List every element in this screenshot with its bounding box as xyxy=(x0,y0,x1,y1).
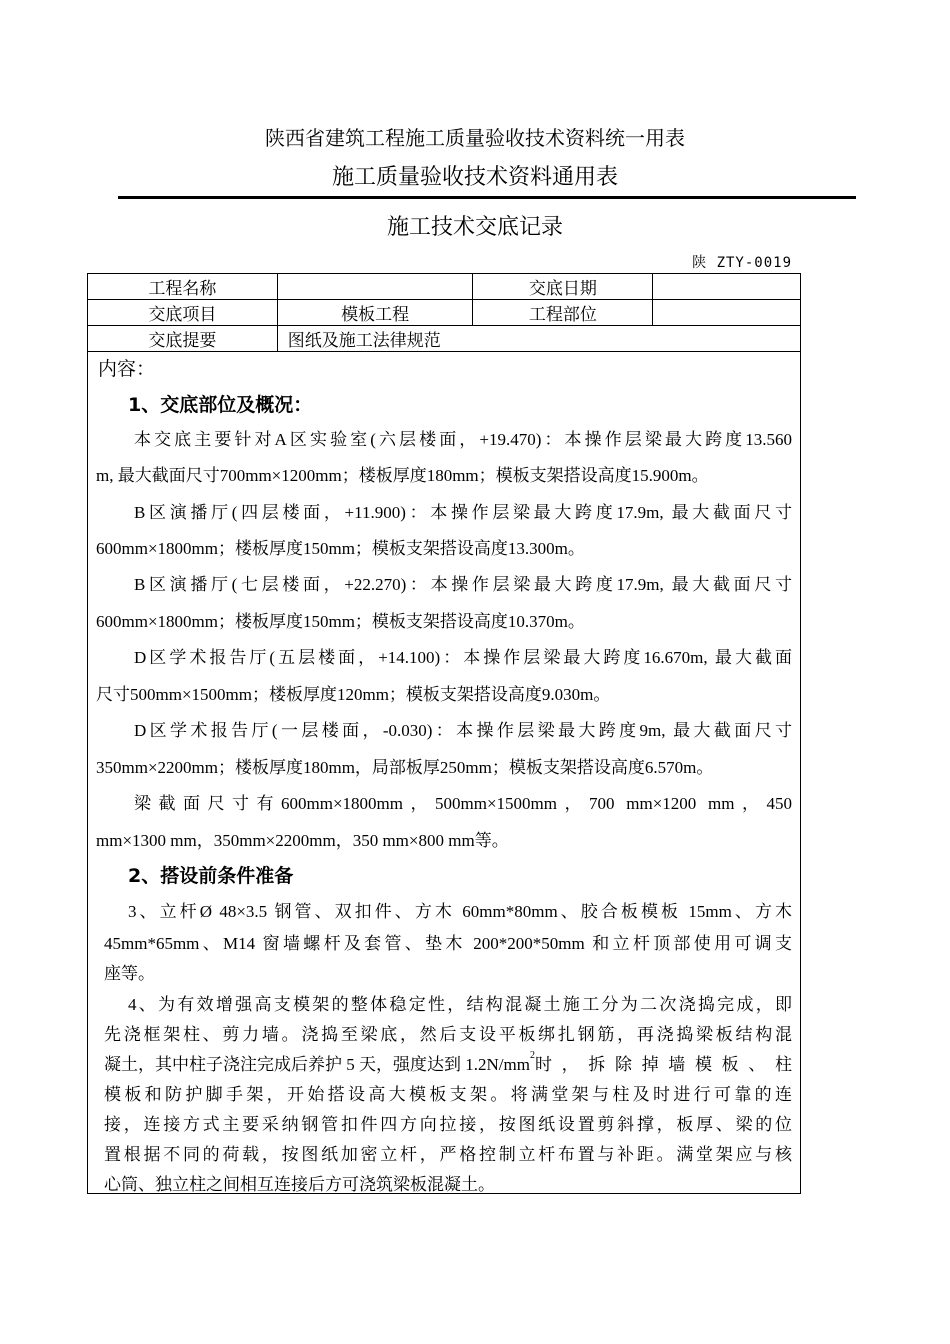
date-value[interactable] xyxy=(653,274,801,300)
item3-line: 座等。 xyxy=(104,964,155,983)
item4-line xyxy=(104,1050,792,1075)
section1-line: 梁截面尺寸有600mm×1800mm，500mm×1500mm，700 mm×1200 mm，450 xyxy=(134,794,792,813)
item-label: 交底项目 xyxy=(88,300,278,326)
item4-line-part: 时，拆除掉墙模板、柱 xyxy=(534,1055,792,1074)
header-line2: 施工质量验收技术资料通用表 xyxy=(331,165,618,190)
header-line1: 陕西省建筑工程施工质量验收技术资料统一用表 xyxy=(265,126,685,150)
item3-line: 45mm*65mm、M14 窗墙螺杆及套管、垫木 200*200*50mm 和立杆顶部使用可调支 xyxy=(104,934,792,953)
info-table xyxy=(87,273,801,352)
item4-line: 模板和防护脚手架，开始搭设高大模板支架。将满堂架与柱及时进行可靠的连 xyxy=(104,1085,792,1104)
item4-line: 接，连接方式主要采纳钢管扣件四方向拉接，按图纸设置剪斜撑，板厚、梁的位 xyxy=(104,1115,792,1134)
project-name-label: 工程名称 xyxy=(88,274,278,300)
section2-title: 2、搭设前条件准备 xyxy=(128,865,294,887)
header-rule xyxy=(118,196,856,199)
item3-line: 3、立杆Ø 48×3.5 钢管、双扣件、方木 60mm*80mm、胶合板模板 15mm、方木 xyxy=(128,902,792,921)
table-row xyxy=(88,274,801,300)
summary-label: 交底提要 xyxy=(88,326,278,352)
section1-title: 1、交底部位及概况： xyxy=(128,394,313,416)
item4-line: 先浇框架柱、剪力墙。浇捣至梁底，然后支设平板绑扎钢筋，再浇捣梁板结构混 xyxy=(104,1025,792,1044)
section1-line: D区学术报告厅(五层楼面，+14.100)：本操作层梁最大跨度16.670m, 最大截面 xyxy=(134,648,792,667)
location-label: 工程部位 xyxy=(473,300,653,326)
item4-line: 心筒、独立柱之间相互连接后方可浇筑梁板混凝土。 xyxy=(104,1175,495,1194)
section1-line: B区演播厅(七层楼面，+22.270)：本操作层梁最大跨度17.9m, 最大截面尺寸 xyxy=(134,575,792,594)
section1-line: 600mm×1800mm；楼板厚度150mm；模板支架搭设高度10.370m。 xyxy=(96,612,585,631)
project-name-value[interactable] xyxy=(277,274,473,300)
content-box xyxy=(87,351,801,1194)
form-code: 陕 ZTY-0019 xyxy=(692,255,792,271)
section1-line: D区学术报告厅(一层楼面，-0.030)：本操作层梁最大跨度9m, 最大截面尺寸 xyxy=(134,721,792,740)
item-value[interactable]: 模板工程 xyxy=(277,300,473,326)
item4-line: 置根据不同的荷载，按图纸加密立杆，严格控制立杆布置与补距。满堂架应与核 xyxy=(104,1145,792,1164)
item4-line: 4、为有效增强高支模架的整体稳定性，结构混凝土施工分为二次浇捣完成，即 xyxy=(128,995,792,1014)
summary-value[interactable]: 图纸及施工法律规范 xyxy=(277,326,800,352)
table-row xyxy=(88,300,801,326)
section1-line: 350mm×2200mm；楼板厚度180mm，局部板厚250mm；模板支架搭设高度6.570m。 xyxy=(96,758,714,777)
content-label: 内容： xyxy=(98,359,156,380)
page-title: 施工技术交底记录 xyxy=(386,215,563,240)
location-value[interactable] xyxy=(653,300,801,326)
section1-line: 尺寸500mm×1500mm；楼板厚度120mm；模板支架搭设高度9.030m。 xyxy=(96,685,611,704)
superscript: 2 xyxy=(529,1050,535,1061)
section1-line: m, 最大截面尺寸700mm×1200mm；楼板厚度180mm；模板支架搭设高度15.900m。 xyxy=(96,466,709,485)
section1-line: mm×1300 mm，350mm×2200mm，350 mm×800 mm等。 xyxy=(96,831,509,850)
date-label: 交底日期 xyxy=(473,274,653,300)
section1-line: B区演播厅(四层楼面，+11.900)：本操作层梁最大跨度17.9m, 最大截面尺寸 xyxy=(134,503,792,522)
section1-line: 600mm×1800mm；楼板厚度150mm；模板支架搭设高度13.300m。 xyxy=(96,539,585,558)
item4-line-part: 凝土，其中柱子浇注完成后养护 5 天，强度达到 1.2N/mm xyxy=(104,1055,530,1074)
section1-line: 本交底主要针对A区实验室(六层楼面，+19.470)：本操作层梁最大跨度13.560 xyxy=(134,430,792,449)
table-row xyxy=(88,326,801,352)
